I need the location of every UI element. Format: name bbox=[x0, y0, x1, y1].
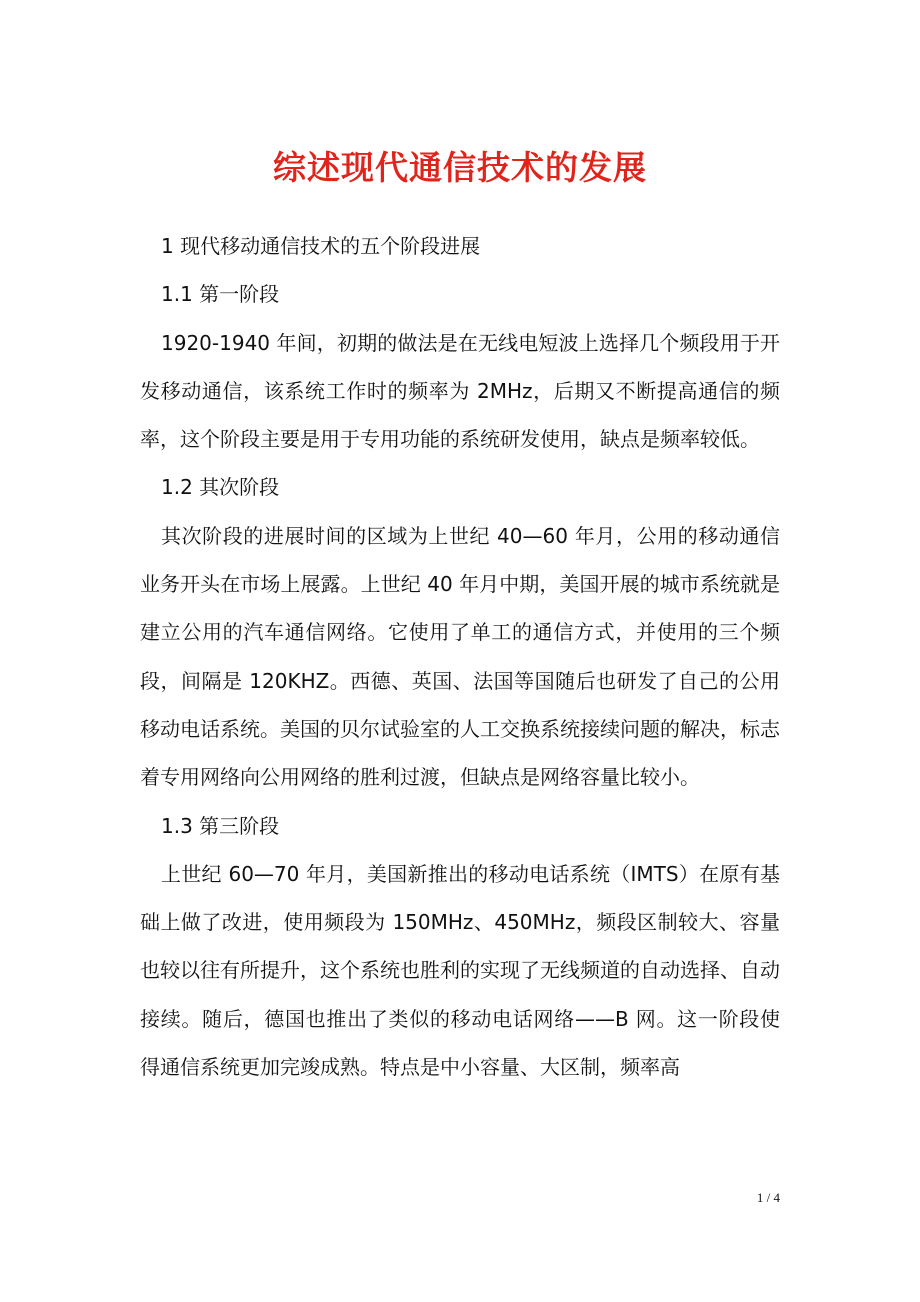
section-heading-1: 1 现代移动通信技术的五个阶段进展 bbox=[161, 234, 481, 258]
paragraph-stage-3: 上世纪 60—70 年月，美国新推出的移动电话系统（IMTS）在原有基础上做了改进，使用频段为 150MHz、450MHz，频段区制较大、容量也较以往有所提升，这个系统也胜利的实现了无线频道的自动选择、自动接续。随后，德国也推出了类似的移动电话网络——B 网。这一阶段使得通信系统更加完竣成熟。特点是中小容量、大区制，频率高 bbox=[140, 861, 780, 1080]
document-body bbox=[140, 222, 780, 1091]
document-title: 综述现代通信技术的发展 bbox=[273, 148, 647, 187]
section-heading-1-3: 1.3 第三阶段 bbox=[161, 813, 280, 838]
section-heading-1-1: 1.1 第一阶段 bbox=[161, 282, 280, 307]
page-number: 1 / 4 bbox=[756, 1190, 780, 1205]
section-heading-1-2: 1.2 其次阶段 bbox=[161, 475, 280, 500]
paragraph-stage-1: 1920-1940 年间，初期的做法是在无线电短波上选择几个频段用于开发移动通信，该系统工作时的频率为 2MHz，后期又不断提高通信的频率，这个阶段主要是用于专用功能的系统研发使用，缺点是频率较低。 bbox=[140, 330, 780, 452]
paragraph-stage-2: 其次阶段的进展时间的区域为上世纪 40—60 年月，公用的移动通信业务开头在市场上展露。上世纪 40 年月中期，美国开展的城市系统就是建立公用的汽车通信网络。它使用了单工的通信方式，并使用的三个频段，间隔是 120KHZ。西德、英国、法国等国随后也研发了自己的公用移动电话系统。美国的贝尔试验室的人工交换系统接续问题的解决，标志着专用网络向公用网络的胜利过渡，但缺点是网络容量比较小。 bbox=[140, 523, 780, 790]
